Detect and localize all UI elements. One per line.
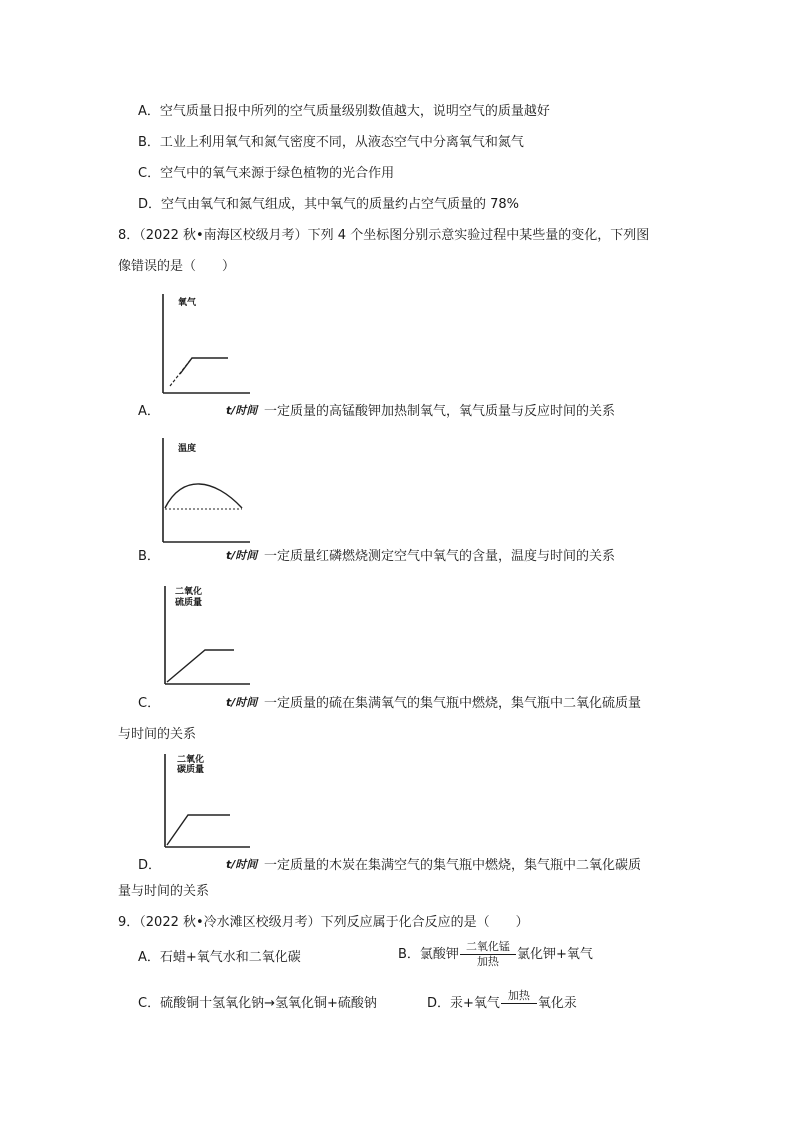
q8-option-c-letter: C． (138, 696, 161, 711)
q8-option-c-text2: 与时间的关系 (118, 727, 197, 742)
q8-option-a-text: 一定质量的高锰酸钾加热制氧气，氧气质量与反应时间的关系 (264, 404, 616, 419)
graph-d-plot (150, 752, 260, 852)
graph-c-xlabel: t/时间 (226, 696, 258, 709)
graph-a-plot (150, 292, 260, 402)
q7-option-a: A．空气质量日报中所列的空气质量级别数值越大，说明空气的质量越好 (138, 104, 550, 119)
graph-a (150, 292, 260, 402)
graph-c-curve (167, 650, 234, 682)
q9-option-b (398, 941, 593, 968)
q9-option-a: A．石蜡+氧气水和二氧化碳 (138, 950, 301, 965)
graph-b-plot (150, 436, 260, 546)
graph-b-xlabel: t/时间 (226, 549, 258, 562)
q7-option-d: D．空气由氧气和氮气组成，其中氧气的质量约占空气质量的 78% (138, 197, 520, 212)
graph-d-xlabel: t/时间 (226, 858, 258, 871)
q9-option-b-condition: 加热 (476, 955, 499, 968)
q9-option-d-letter: D． (427, 996, 451, 1011)
q9-option-d-product: 氧化汞 (537, 996, 577, 1011)
graph-c-ylabel-2: 硫质量 (175, 598, 203, 608)
q9-option-d-reactant: 汞+氧气 (450, 996, 500, 1011)
graph-d-ylabel-2: 碳质量 (177, 765, 205, 775)
q8-option-d-letter: D． (138, 858, 162, 873)
q9-option-d-arrow (501, 990, 537, 1017)
q9-option-b-catalyst: 二氧化锰 (465, 940, 510, 953)
graph-a-ylabel: 氧气 (178, 298, 197, 308)
q9-stem: 9．（2022 秋•冷水滩区校级月考）下列反应属于化合反应的是（ ） (118, 915, 529, 930)
q8-option-d-text: 一定质量的木炭在集满空气的集气瓶中燃烧，集气瓶中二氧化碳质 (264, 858, 642, 873)
graph-b-ylabel: 温度 (178, 444, 197, 454)
graph-d-ylabel-1: 二氧化 (177, 755, 205, 765)
q8-option-a-letter: A． (138, 404, 160, 419)
q9-option-d-condition: 加热 (507, 989, 530, 1002)
q7-option-c: C．空气中的氧气来源于绿色植物的光合作用 (138, 166, 395, 181)
q9-option-d (427, 990, 577, 1017)
q9-option-c: C．硫酸铜十氢氧化钠→氢氧化铜+硫酸钠 (138, 996, 377, 1011)
q9-option-b-reactant: 氯酸钾 (419, 947, 459, 962)
graph-c-plot (150, 584, 260, 694)
q9-option-b-letter: B． (398, 947, 420, 962)
graph-b-curve (165, 484, 242, 508)
graph-d-curve (167, 815, 230, 845)
q9-option-b-product: 氯化钾+氧气 (516, 947, 593, 962)
q8-option-d-text2: 量与时间的关系 (118, 884, 210, 899)
graph-b (150, 436, 260, 546)
q8-option-b-text: 一定质量红磷燃烧测定空气中氧气的含量，温度与时间的关系 (264, 549, 616, 564)
graph-a-curve (180, 358, 228, 374)
graph-c (150, 584, 260, 694)
q8-stem-line2: 像错误的是（ ） (118, 259, 236, 274)
graph-c-ylabel-1: 二氧化 (175, 587, 203, 597)
q7-option-b: B．工业上利用氧气和氮气密度不同，从液态空气中分离氧气和氮气 (138, 135, 524, 150)
q9-option-b-arrow (460, 941, 516, 968)
graph-d (150, 752, 260, 852)
q8-option-b-letter: B． (138, 549, 160, 564)
q8-option-c-text: 一定质量的硫在集满氧气的集气瓶中燃烧，集气瓶中二氧化硫质量 (264, 696, 642, 711)
q9-option-d-arrow-line (501, 1003, 537, 1004)
q8-stem-line1: 8．（2022 秋•南海区校级月考）下列 4 个坐标图分别示意实验过程中某些量的变化，下列图 (118, 228, 650, 243)
graph-a-xlabel: t/时间 (226, 404, 258, 417)
